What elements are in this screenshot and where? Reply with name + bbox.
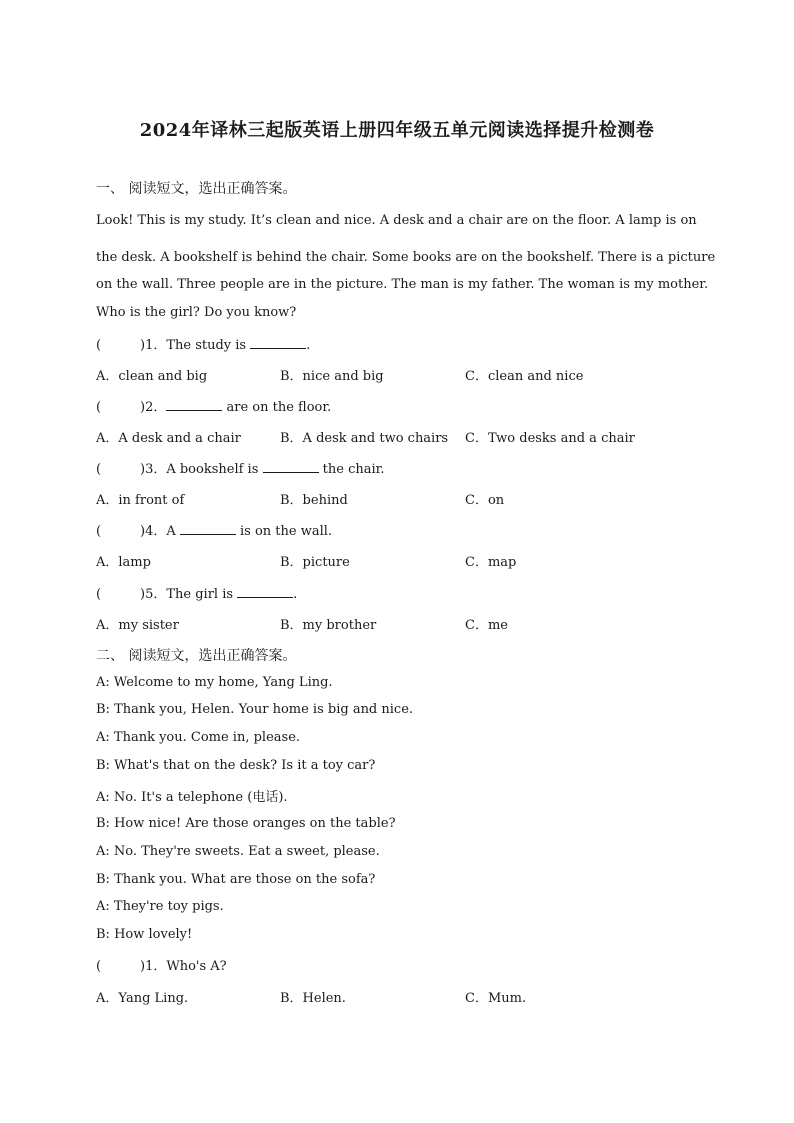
passage-line-2: the desk. A bookshelf is behind the chair. Some books are on the bookshelf. There is a picture [96,250,716,265]
question-text-pre: The study is [166,338,251,353]
question-text-post: are on the floor. [222,400,332,415]
question-text-post: . [306,338,311,353]
answer-paren-open: ( [96,587,102,602]
dialogue-line: B: How lovely! [96,927,193,942]
option-c[interactable]: C．Mum. [465,991,527,1006]
question-text-post: the chair. [318,462,385,477]
question-1-section-2 [96,955,227,974]
option-c[interactable]: C．clean and nice [465,369,584,384]
answer-paren-open: ( [96,462,102,477]
dialogue-line: B: Thank you. What are those on the sofa? [96,872,376,887]
option-a[interactable]: A．clean and big [96,369,208,384]
dialogue-line: B: What's that on the desk? Is it a toy car? [96,758,376,773]
passage-line-3: on the wall. Three people are in the picture. The man is my father. The woman is my mother. [96,277,709,292]
fill-blank [250,336,306,349]
question-number: )5． [140,587,167,602]
answer-paren-open: ( [96,338,102,353]
question-text-post: is on the wall. [235,524,333,539]
option-a[interactable]: A．A desk and a chair [96,431,241,446]
page-title: 2024年译林三起版英语上册四年级五单元阅读选择提升检测卷 [139,120,655,141]
question-number: )4． [140,524,167,539]
dialogue-line: A: No. They're sweets. Eat a sweet, please. [96,844,380,859]
option-a[interactable]: A．in front of [96,493,185,508]
fill-blank [237,585,293,598]
option-b[interactable]: B．picture [280,555,350,570]
question-text-post: . [293,587,298,602]
fill-blank [166,398,222,411]
option-b[interactable]: B．Helen. [280,991,346,1006]
question-number: )2． [140,400,167,415]
question-5 [96,583,297,602]
question-1 [96,334,310,353]
option-a[interactable]: A．Yang Ling. [96,991,189,1006]
question-text-pre: The girl is [166,587,238,602]
option-c[interactable]: C．map [465,555,517,570]
dialogue-line: B: Thank you, Helen. Your home is big and nice. [96,702,414,717]
passage-line-1: Look! This is my study. It’s clean and nice. A desk and a chair are on the floor. A lamp is on [96,213,697,228]
fill-blank [180,522,236,535]
question-number: )1． [140,959,167,974]
option-b[interactable]: B．behind [280,493,348,508]
question-text: Who's A? [166,959,227,974]
option-b[interactable]: B．nice and big [280,369,384,384]
option-a[interactable]: A．lamp [96,555,151,570]
dialogue-line: A: They're toy pigs. [96,899,224,914]
option-a[interactable]: A．my sister [96,618,179,633]
answer-paren-open: ( [96,959,102,974]
question-number: )3． [140,462,167,477]
answer-paren-open: ( [96,524,102,539]
question-3 [96,458,385,477]
option-c[interactable]: C．on [465,493,505,508]
option-c[interactable]: C．me [465,618,508,633]
dialogue-line: A: Welcome to my home, Yang Ling. [96,675,333,690]
dialogue-line: A: Thank you. Come in, please. [96,730,301,745]
question-number: )1． [140,338,167,353]
fill-blank [263,460,319,473]
question-4 [96,520,332,539]
passage-line-4: Who is the girl? Do you know? [96,305,297,320]
question-text-pre: A bookshelf is [166,462,263,477]
question-text-pre: A [166,524,180,539]
option-b[interactable]: B．A desk and two chairs [280,431,449,446]
section-1-heading: 一、 阅读短文，选出正确答案。 [96,181,297,197]
dialogue-line: B: How nice! Are those oranges on the table? [96,816,396,831]
dialogue-line: A: No. It's a telephone (电话). [96,790,288,805]
answer-paren-open: ( [96,400,102,415]
option-c[interactable]: C．Two desks and a chair [465,431,635,446]
option-b[interactable]: B．my brother [280,618,377,633]
question-2 [96,396,331,415]
section-2-heading: 二、 阅读短文，选出正确答案。 [96,648,297,664]
